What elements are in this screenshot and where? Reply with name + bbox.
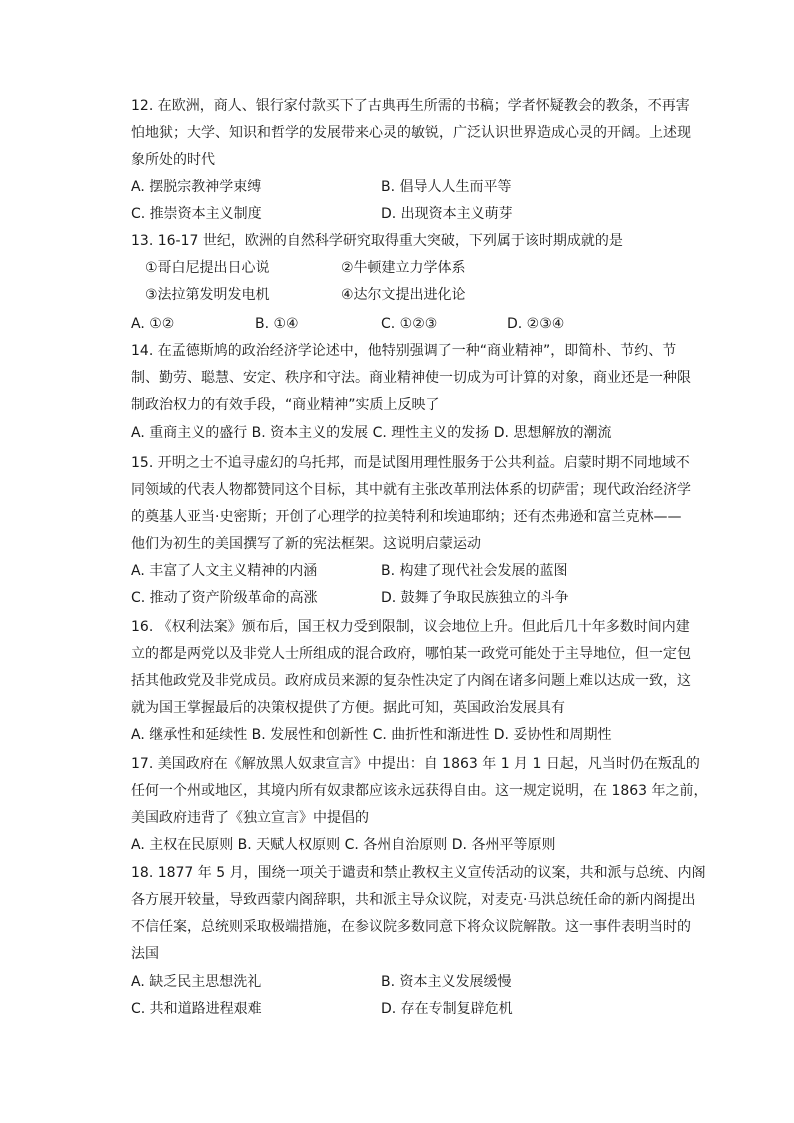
question-18-line: 不信任案，总统则采取极端措施，在参议院多数同意下将众议院解散。这一事件表明当时的	[131, 919, 691, 935]
option-b: B. 资本主义发展缓慢	[381, 974, 512, 990]
question-14-line: 制政治权力的有效手段，“商业精神”实质上反映了	[131, 397, 440, 413]
item-3: ③法拉第发明发电机	[145, 287, 270, 303]
question-12-line: 象所处的时代	[131, 152, 215, 168]
option-c: C. 推崇资本主义制度	[131, 206, 262, 222]
option-b: B. 构建了现代社会发展的蓝图	[381, 563, 568, 579]
question-14-stem	[131, 338, 691, 419]
question-17-line: 美国政府违背了《独立宣言》中提倡的	[131, 810, 369, 826]
question-18-options	[131, 969, 691, 1023]
question-14-line: 制、勤劳、聪慧、安定、秩序和守法。商业精神使一切成为可计算的对象，商业还是一种限	[131, 370, 691, 386]
question-16-line: 括其他政党及非党成员。政府成员来源的复杂性决定了内阁在诸多问题上难以达成一致，这	[131, 673, 691, 689]
question-12-line: 12. 在欧洲，商人、银行家付款买下了古典再生所需的书稿；学者怀疑教会的教条，不再害	[131, 98, 690, 114]
option-b: B. ①④	[255, 316, 299, 332]
question-17-stem	[131, 751, 708, 832]
question-18-stem	[131, 860, 706, 968]
question-14-options	[131, 420, 691, 447]
question-17-options	[131, 832, 691, 859]
option-b: B. 倡导人人生而平等	[381, 179, 512, 195]
options-line: A. 继承性和延续性 B. 发展性和创新性 C. 曲折性和渐进性 D. 妥协性和周期性	[131, 727, 612, 743]
options-line: A. 重商主义的盛行 B. 资本主义的发展 C. 理性主义的发扬 D. 思想解放的潮流	[131, 425, 612, 441]
question-16-stem	[131, 614, 691, 722]
question-15-line: 他们为初生的美国撰写了新的宪法框架。这说明启蒙运动	[131, 536, 481, 552]
question-12-stem	[131, 93, 691, 174]
option-a: A. 摆脱宗教神学束缚	[131, 179, 262, 195]
option-a: A. ①②	[131, 316, 175, 332]
question-18-line: 各方展开较量，导致西蒙内阁辞职，共和派主导众议院，对麦克·马洪总统任命的新内阁提出	[131, 892, 696, 908]
option-d: D. ②③④	[507, 316, 565, 332]
question-13-line: 13. 16-17 世纪，欧洲的自然科学研究取得重大突破，下列属于该时期成就的是	[131, 233, 623, 249]
question-13-items	[131, 255, 691, 309]
option-a: A. 丰富了人文主义精神的内涵	[131, 563, 318, 579]
question-15-line: 同领域的代表人物都赞同这个目标，其中就有主张改革刑法体系的切萨雷；现代政治经济学	[131, 482, 691, 498]
question-18-line: 18. 1877 年 5 月，围绕一项关于谴责和禁止教权主义宣传活动的议案，共和派与总统、内阁	[131, 865, 706, 881]
question-16-line: 16. 《权利法案》颁布后，国王权力受到限制，议会地位上升。但此后几十年多数时间内建	[131, 619, 690, 635]
question-17-line: 17. 美国政府在《解放黑人奴隶宣言》中提出：自 1863 年 1 月 1 日起，凡当时仍在叛乱的	[131, 756, 700, 772]
question-13-stem	[131, 228, 691, 255]
item-2: ②牛顿建立力学体系	[341, 260, 466, 276]
option-d: D. 存在专制复辟危机	[381, 1001, 513, 1017]
option-d: D. 出现资本主义萌芽	[381, 206, 513, 222]
option-a: A. 缺乏民主思想洗礼	[131, 974, 262, 990]
option-c: C. ①②③	[381, 316, 438, 332]
option-c: C. 推动了资产阶级革命的高涨	[131, 590, 318, 606]
question-12-options	[131, 174, 691, 228]
question-13-options	[131, 311, 691, 338]
option-c: C. 共和道路进程艰难	[131, 1001, 262, 1017]
question-15-options	[131, 558, 691, 612]
item-1: ①哥白尼提出日心说	[145, 260, 270, 276]
item-4: ④达尔文提出进化论	[341, 287, 466, 303]
question-16-line: 立的都是两党以及非党人士所组成的混合政府，哪怕某一政党可能处于主导地位，但一定包	[131, 646, 691, 662]
options-line: A. 主权在民原则 B. 天赋人权原则 C. 各州自治原则 D. 各州平等原则	[131, 837, 556, 853]
question-16-options	[131, 722, 691, 749]
question-15-stem	[131, 450, 691, 558]
question-16-line: 就为国王掌握最后的决策权提供了方便。据此可知，英国政治发展具有	[131, 700, 565, 716]
question-18-line: 法国	[131, 946, 159, 962]
question-15-line: 的奠基人亚当·史密斯；开创了心理学的拉美特利和埃迪耶纳；还有杰弗逊和富兰克林——	[131, 509, 682, 525]
question-12-line: 怕地狱；大学、知识和哲学的发展带来心灵的敏锐，广泛认识世界造成心灵的开阔。上述现	[131, 125, 691, 141]
question-17-line: 任何一个州或地区，其境内所有奴隶都应该永远获得自由。这一规定说明，在 1863 年之前，	[131, 783, 708, 799]
question-14-line: 14. 在孟德斯鸠的政治经济学论述中，他特别强调了一种“商业精神”，即简朴、节约、节	[131, 343, 677, 359]
option-d: D. 鼓舞了争取民族独立的斗争	[381, 590, 569, 606]
question-15-line: 15. 开明之士不追寻虚幻的乌托邦，而是试图用理性服务于公共利益。启蒙时期不同地域不	[131, 455, 690, 471]
